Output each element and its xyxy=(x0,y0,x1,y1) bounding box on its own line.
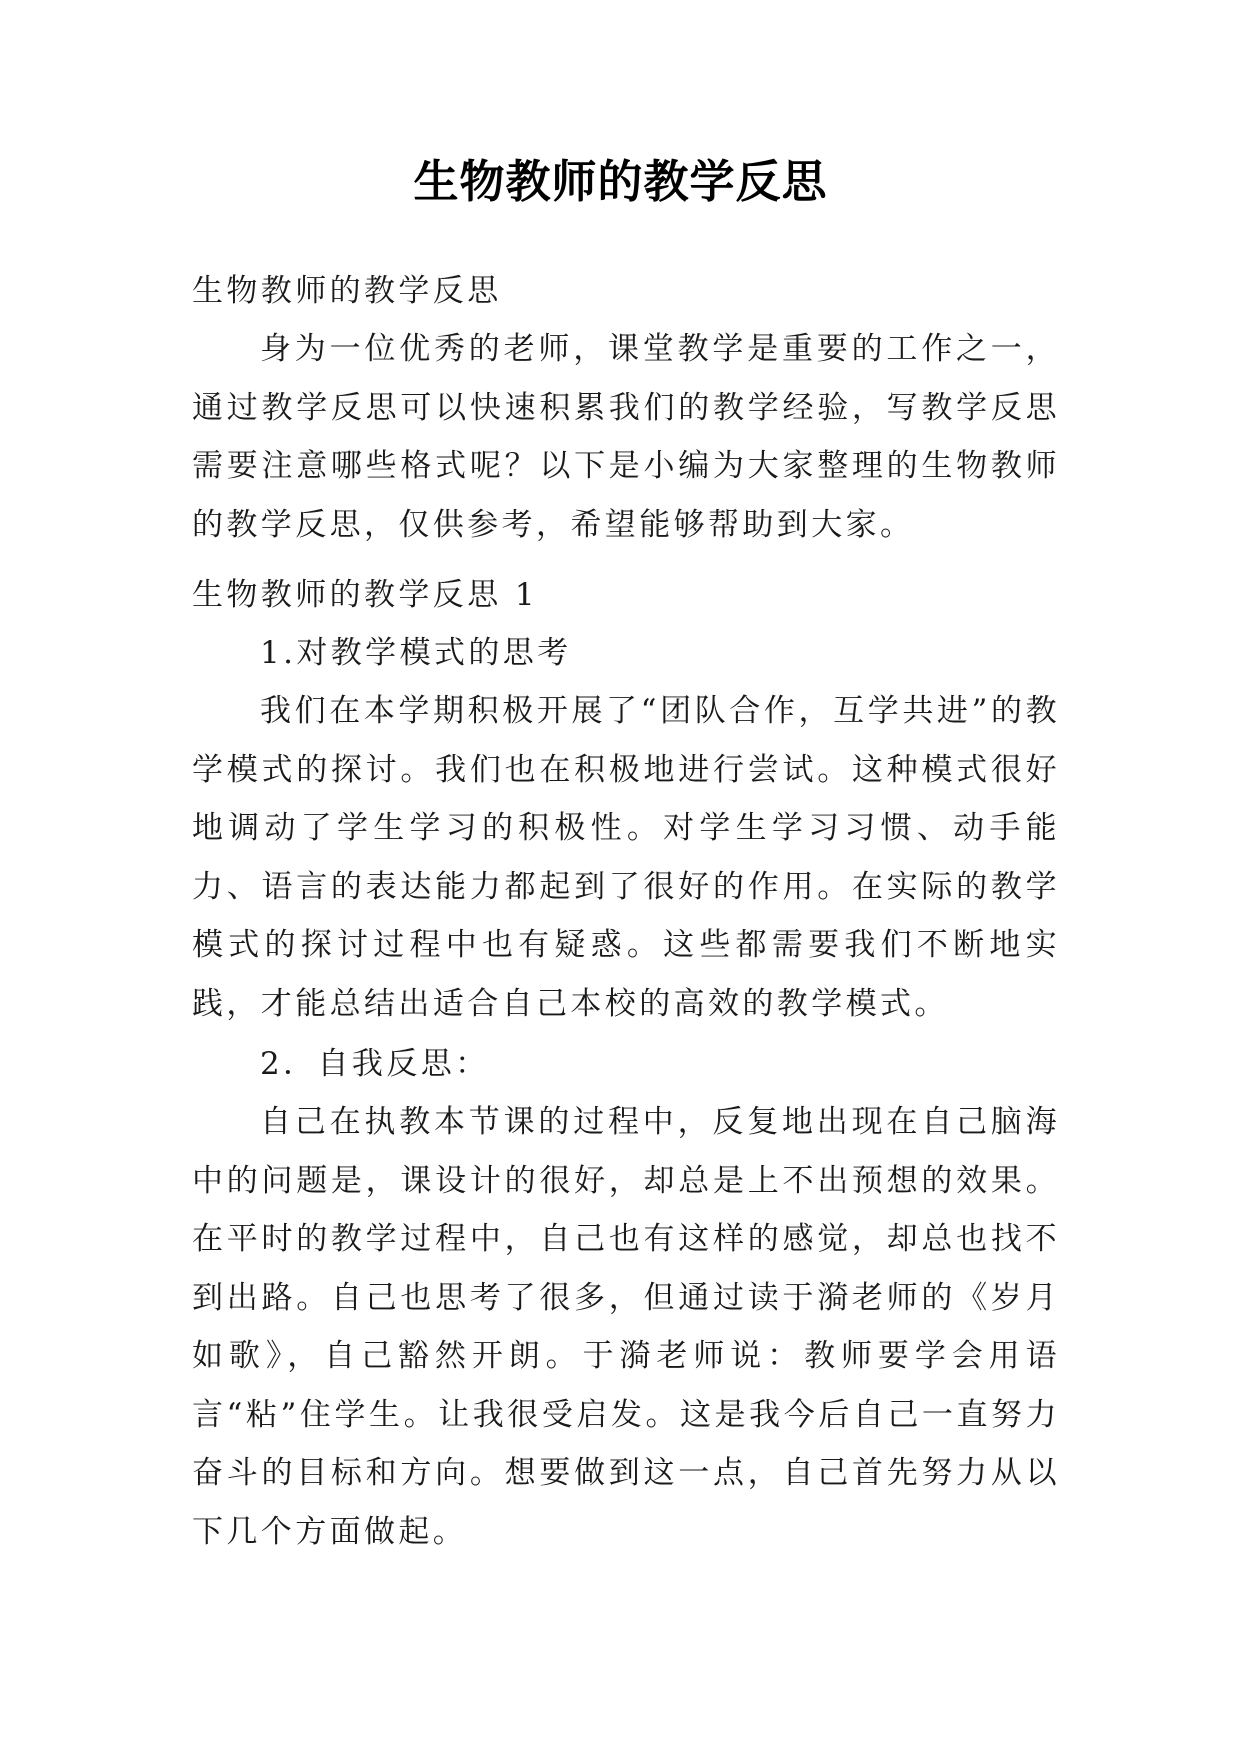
item-body-2: 自己在执教本节课的过程中，反复地出现在自己脑海中的问题是，课设计的很好，却总是上不出预想的效果。在平时的教学过程中，自己也有这样的感觉，却总也找不到出路。自己也思考了很多，但通过读于漪老师的《岁月如歌》，自己豁然开朗。于漪老师说：教师要学会用语言“粘”住学生。让我很受启发。这是我今后自己一直努力奋斗的目标和方向。想要做到这一点，自己首先努力从以下几个方面做起。 xyxy=(192,1104,1060,1550)
intro-paragraph: 身为一位优秀的老师，课堂教学是重要的工作之一，通过教学反思可以快速积累我们的教学经验，写教学反思需要注意哪些格式呢？以下是小编为大家整理的生物教师的教学反思，仅供参考，希望能够帮助到大家。 xyxy=(192,331,1060,543)
item-body-1: 我们在本学期积极开展了“团队合作，互学共进”的教学模式的探讨。我们也在积极地进行尝试。这种模式很好地调动了学生学习的积极性。对学生学习习惯、动手能力、语言的表达能力都起到了很好的作用。在实际的教学模式的探讨过程中也有疑惑。这些都需要我们不断地实践，才能总结出适合自己本校的高效的教学模式。 xyxy=(192,693,1060,1022)
section-heading: 生物教师的教学反思 1 xyxy=(192,577,538,613)
item-heading-2: 2．自我反思： xyxy=(260,1046,490,1082)
subtitle-line: 生物教师的教学反思 xyxy=(192,273,502,309)
item-heading-1: 1.对教学模式的思考 xyxy=(260,635,572,671)
document-title: 生物教师的教学反思 xyxy=(413,155,828,208)
